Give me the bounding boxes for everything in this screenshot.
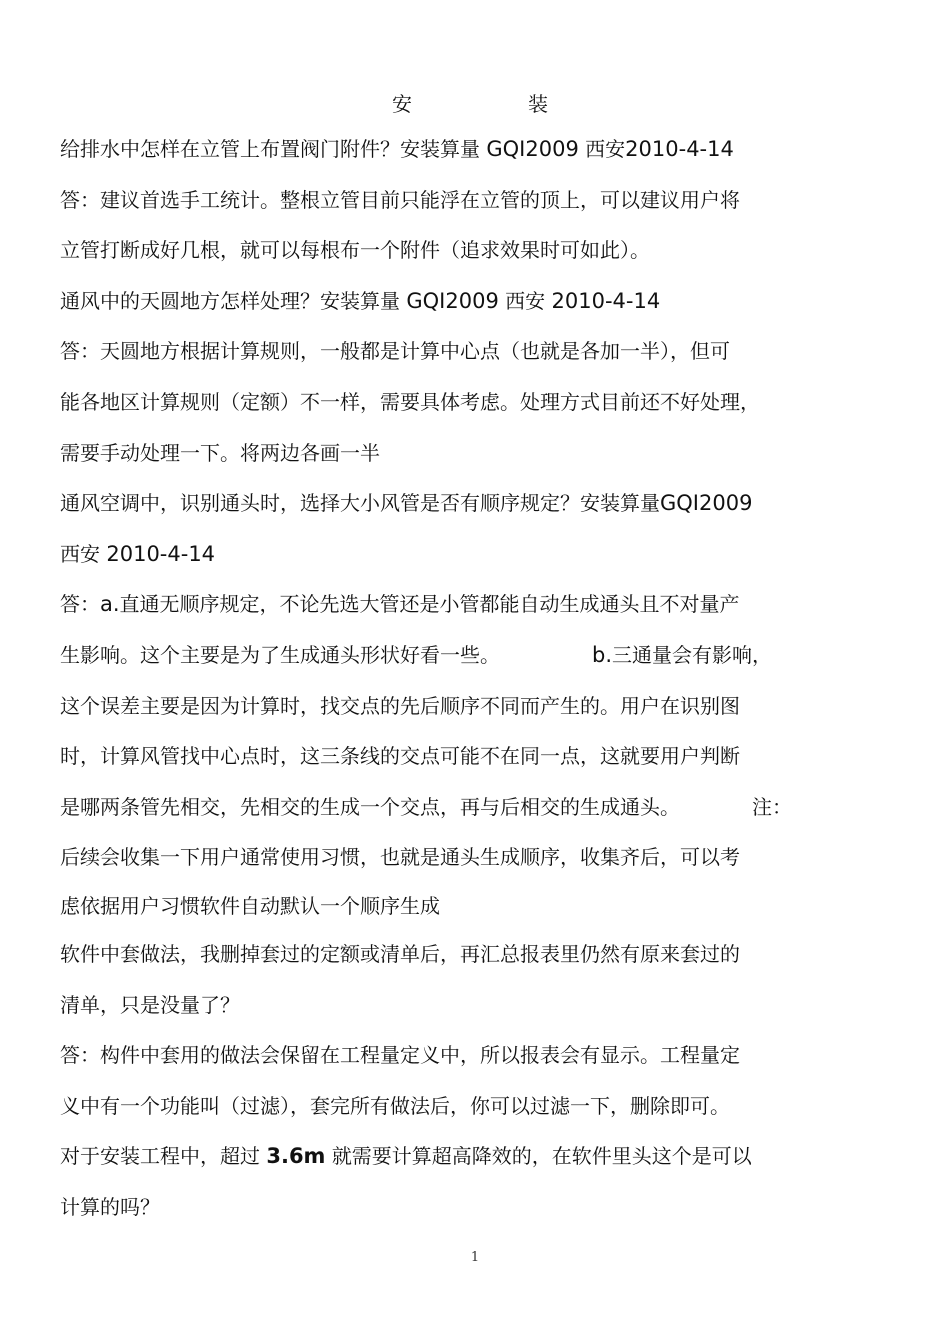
question-5-line-2: 计算的吗？ <box>60 1194 160 1219</box>
answer-4-line-1: 答：构件中套用的做法会保留在工程量定义中，所以报表会有显示。工程量定 <box>60 1043 740 1068</box>
answer-2-line-3: 需要手动处理一下。将两边各画一半 <box>60 440 380 465</box>
answer-3-line-1: 答：a.直通无顺序规定，不论先选大管还是小管都能自动生成通头且不对量产 <box>60 592 740 617</box>
question-2: 通风中的天圆地方怎样处理？安装算量 GQI2009 西安 2010-4-14 <box>60 288 661 313</box>
answer-3-line-6: 后续会收集一下用户通常使用习惯，也就是通头生成顺序，收集齐后，可以考 <box>60 845 740 870</box>
question-4-line-1: 软件中套做法，我删掉套过的定额或清单后，再汇总报表里仍然有原来套过的 <box>60 941 740 966</box>
title-char-2: 装 <box>528 92 548 116</box>
answer-3-line-3: 这个误差主要是因为计算时，找交点的先后顺序不同而产生的。用户在识别图 <box>60 693 740 718</box>
answer-1-line-2: 立管打断成好几根，就可以每根布一个附件（追求效果时可如此）。 <box>60 238 650 263</box>
answer-3-line-2: 生影响。这个主要是为了生成通头形状好看一些。 b.三通量会有影响， <box>60 642 773 667</box>
answer-2-line-2: 能各地区计算规则（定额）不一样，需要具体考虑。处理方式目前还不好处理， <box>60 389 760 414</box>
answer-3-line-5: 是哪两条管先相交，先相交的生成一个交点，再与后相交的生成通头。 注： <box>60 794 792 819</box>
question-4-line-2: 清单，只是没量了？ <box>60 992 240 1017</box>
document-body <box>60 84 880 1232</box>
answer-2-line-1: 答：天圆地方根据计算规则，一般都是计算中心点（也就是各加一半），但可 <box>60 339 730 364</box>
question-5-line-1: 对于安装工程中，超过 3.6m 就需要计算超高降效的，在软件里头这个是可以 <box>60 1144 752 1169</box>
answer-3-line-7: 虑依据用户习惯软件自动默认一个顺序生成 <box>60 893 440 918</box>
question-3-line-2: 西安 2010-4-14 <box>60 541 216 566</box>
question-3-line-1: 通风空调中，识别通头时，选择大小风管是否有顺序规定？安装算量GQI2009 <box>60 491 753 516</box>
answer-1-line-1: 答：建议首选手工统计。整根立管目前只能浮在立管的顶上，可以建议用户将 <box>60 187 740 212</box>
title-char-1: 安 <box>392 92 412 116</box>
answer-3-line-4: 时，计算风管找中心点时，这三条线的交点可能不在同一点，这就要用户判断 <box>60 744 740 769</box>
note-label: 注： <box>752 794 792 819</box>
answer-4-line-2: 义中有一个功能叫（过滤），套完所有做法后，你可以过滤一下，删除即可。 <box>60 1093 730 1118</box>
page-number: 1 <box>470 1250 480 1265</box>
document-title <box>60 84 880 124</box>
question-1: 给排水中怎样在立管上布置阀门附件？安装算量 GQI2009 西安2010-4-14 <box>60 137 734 161</box>
